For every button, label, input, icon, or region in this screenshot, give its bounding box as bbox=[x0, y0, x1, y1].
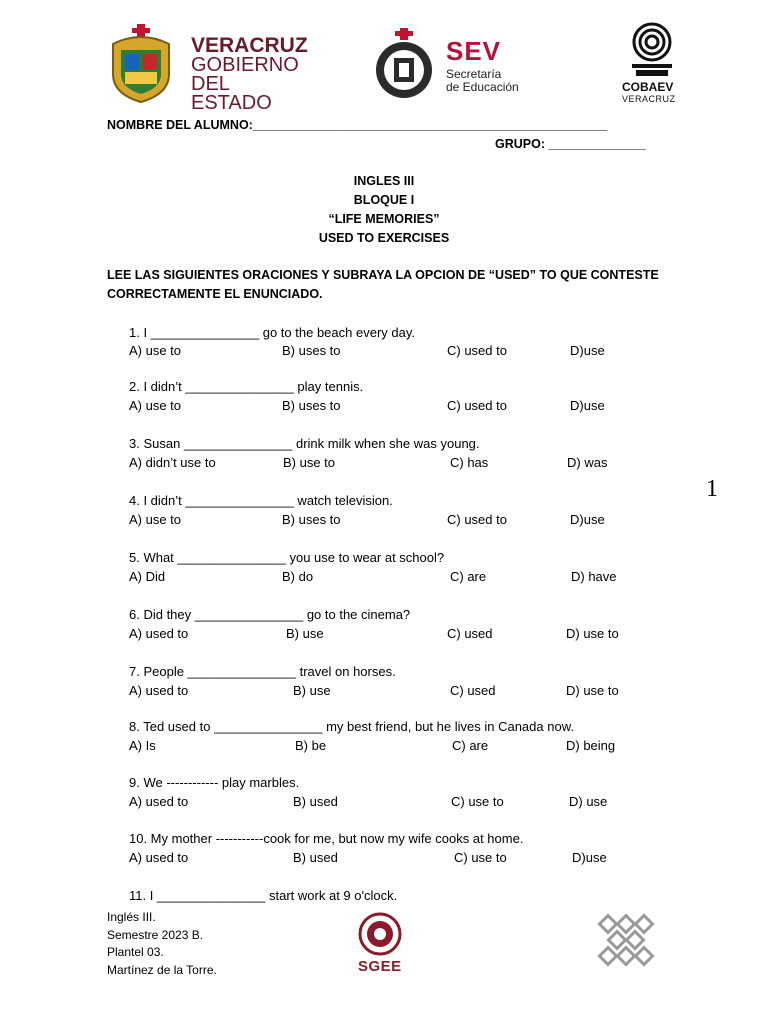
veracruz-line2: GOBIERNO bbox=[191, 54, 299, 76]
option-a[interactable]: A) used to bbox=[129, 794, 189, 809]
cobaev-sub: VERACRUZ bbox=[622, 94, 676, 104]
veracruz-title: VERACRUZ bbox=[191, 34, 308, 57]
veracruz-line3: DEL ESTADO bbox=[191, 73, 272, 114]
option-b[interactable]: B) uses to bbox=[282, 512, 341, 527]
option-d[interactable]: D) use to bbox=[566, 683, 619, 698]
question-8: 8. Ted used to _______________ my best friend, but he lives in Canada now. bbox=[129, 719, 574, 734]
option-b[interactable]: B) use bbox=[293, 683, 331, 698]
question-4: 4. I didn’t _______________ watch television. bbox=[129, 493, 393, 508]
sev-title: SEV bbox=[446, 36, 502, 66]
option-d[interactable]: D)use bbox=[572, 850, 607, 865]
instructions: LEE LAS SIGUIENTES ORACIONES Y SUBRAYA LA OPCION DE “USED” TO QUE CONTESTE CORRECTAMENTE EL ENUNCIADO. bbox=[107, 268, 659, 301]
option-b[interactable]: B) be bbox=[295, 738, 327, 753]
option-c[interactable]: C) used to bbox=[447, 398, 507, 413]
option-a[interactable]: A) used to bbox=[129, 683, 189, 698]
cobaev-logo bbox=[620, 22, 684, 106]
veracruz-logo bbox=[105, 22, 310, 114]
cobaev-name: COBAEV bbox=[622, 80, 674, 94]
sgee-seal-icon bbox=[358, 912, 402, 956]
option-c[interactable]: C) are bbox=[452, 738, 489, 753]
option-d[interactable]: D)use bbox=[570, 398, 605, 413]
option-c[interactable]: C) used to bbox=[447, 343, 507, 358]
sgee-logo bbox=[352, 912, 408, 978]
sev-line1: Secretaría bbox=[446, 67, 502, 81]
question-9: 9. We ------------ play marbles. bbox=[129, 775, 300, 790]
footer-line: Semestre 2023 B. bbox=[107, 927, 204, 942]
option-b[interactable]: B) uses to bbox=[282, 398, 341, 413]
option-b[interactable]: B) uses to bbox=[282, 343, 341, 358]
heading-block: BLOQUE I bbox=[353, 193, 415, 207]
option-c[interactable]: C) used to bbox=[447, 512, 507, 527]
question-6: 6. Did they _______________ go to the cinema? bbox=[129, 607, 411, 622]
option-a[interactable]: A) used to bbox=[129, 850, 189, 865]
sgee-text: SGEE bbox=[358, 958, 402, 975]
option-c[interactable]: C) are bbox=[450, 569, 487, 584]
question-7: 7. People _______________ travel on horses. bbox=[129, 664, 396, 679]
question-10: 10. My mother -----------cook for me, but now my wife cooks at home. bbox=[129, 831, 524, 846]
student-name-field[interactable]: NOMBRE DEL ALUMNO:___________________________________________________ bbox=[107, 118, 608, 132]
footer-line: Martínez de la Torre. bbox=[107, 962, 217, 977]
option-d[interactable]: D) being bbox=[566, 738, 616, 753]
option-a[interactable]: A) used to bbox=[129, 626, 189, 641]
option-a[interactable]: A) use to bbox=[129, 398, 182, 413]
option-b[interactable]: B) use bbox=[286, 626, 324, 641]
option-a[interactable]: A) Is bbox=[129, 738, 156, 753]
option-c[interactable]: C) use to bbox=[454, 850, 507, 865]
group-field[interactable]: GRUPO: ______________ bbox=[495, 137, 646, 151]
option-d[interactable]: D) use to bbox=[566, 626, 619, 641]
option-d[interactable]: D)use bbox=[570, 512, 605, 527]
heading-topic: “LIFE MEMORIES” bbox=[328, 212, 440, 226]
option-a[interactable]: A) use to bbox=[129, 512, 182, 527]
veracruz-shield-icon bbox=[105, 22, 177, 104]
question-5: 5. What _______________ you use to wear at school? bbox=[129, 550, 445, 565]
footer-line: Plantel 03. bbox=[107, 945, 164, 959]
option-a[interactable]: A) Did bbox=[129, 569, 166, 584]
option-b[interactable]: B) used bbox=[293, 794, 338, 809]
option-d[interactable]: D)use bbox=[570, 343, 605, 358]
question-11: 11. I _______________ start work at 9 o'clock. bbox=[129, 888, 398, 903]
decorative-knot-icon bbox=[596, 912, 662, 968]
option-d[interactable]: D) use bbox=[569, 794, 608, 809]
option-c[interactable]: C) used bbox=[447, 626, 493, 641]
option-d[interactable]: D) was bbox=[567, 455, 608, 470]
page-number: 1 bbox=[706, 476, 718, 502]
question-3: 3. Susan _______________ drink milk when she was young. bbox=[129, 436, 480, 451]
option-a[interactable]: A) didn’t use to bbox=[129, 455, 216, 470]
sev-seal-icon bbox=[372, 28, 436, 100]
option-c[interactable]: C) use to bbox=[451, 794, 504, 809]
heading-course: INGLES III bbox=[353, 174, 415, 188]
question-1: 1. I _______________ go to the beach every day. bbox=[129, 325, 415, 340]
option-b[interactable]: B) use to bbox=[283, 455, 336, 470]
footer-info bbox=[107, 909, 217, 979]
footer-line: Inglés III. bbox=[107, 910, 156, 924]
heading-exercises: USED TO EXERCISES bbox=[318, 231, 450, 245]
sev-line2: de Educación bbox=[446, 80, 519, 94]
option-a[interactable]: A) use to bbox=[129, 343, 182, 358]
option-c[interactable]: C) has bbox=[450, 455, 489, 470]
option-b[interactable]: B) do bbox=[282, 569, 314, 584]
option-d[interactable]: D) have bbox=[571, 569, 617, 584]
sev-logo bbox=[372, 28, 542, 100]
option-b[interactable]: B) used bbox=[293, 850, 338, 865]
question-2: 2. I didn’t _______________ play tennis. bbox=[129, 379, 364, 394]
option-c[interactable]: C) used bbox=[450, 683, 496, 698]
cobaev-spiral-icon bbox=[626, 22, 678, 78]
